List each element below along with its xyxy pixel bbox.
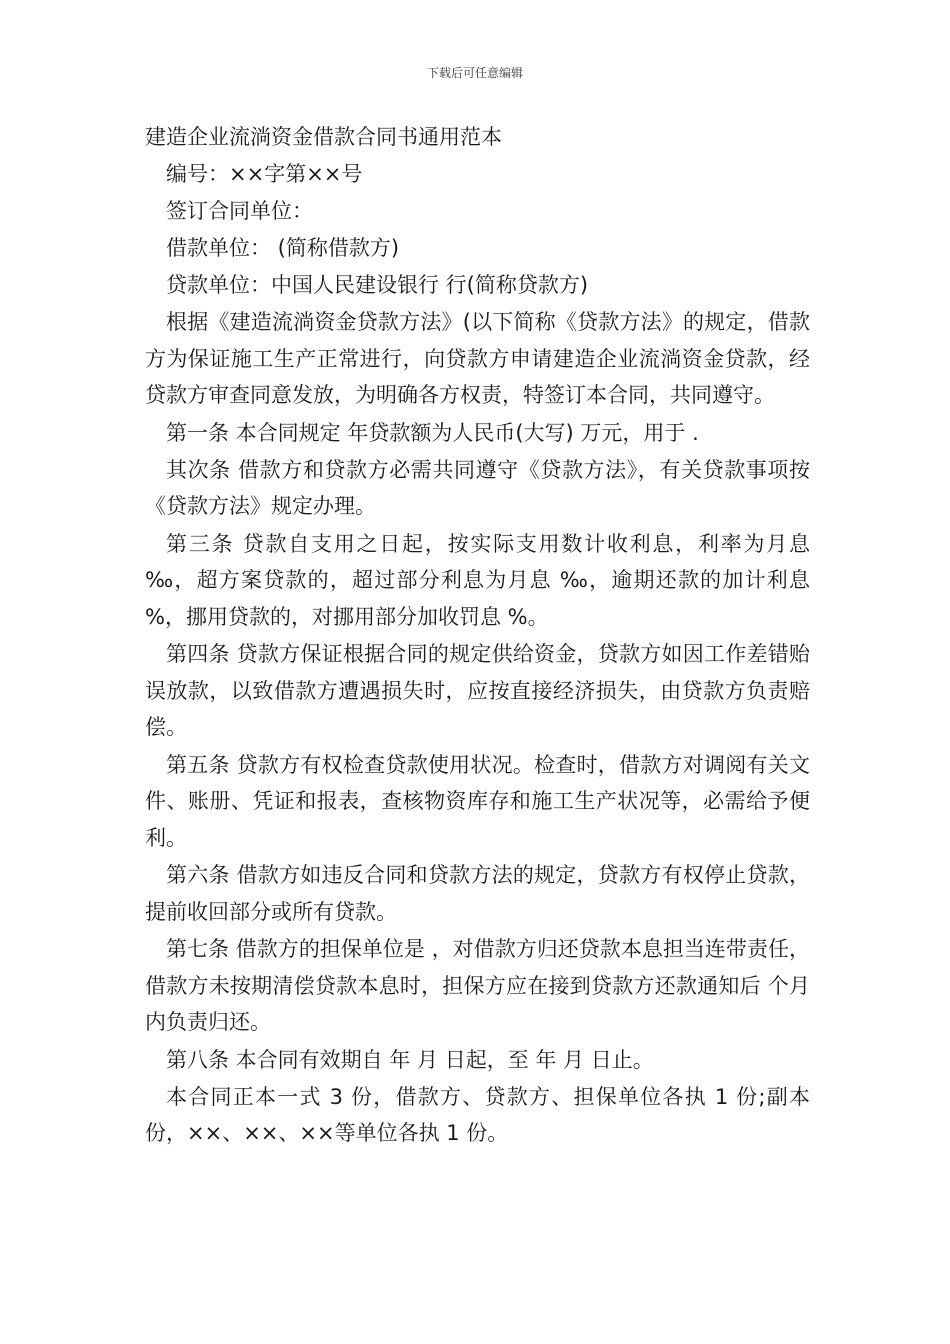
preamble-paragraph: 根据《建造流淌资金贷款方法》(以下简称《贷款方法》的规定，借款方为保证施工生产正常进行，向贷款方申请建造企业流淌资金贷款，经贷款方审查同意发放，为明确各方权责，特签订本合同，共同遵守。 (145, 310, 810, 407)
page-header-note: 下载后可任意编辑 (426, 66, 523, 80)
article-8: 第八条 本合同有效期自 年 月 日起，至 年 月 日止。 (166, 1047, 654, 1072)
borrower-line: 借款单位： (简称借款方) (166, 236, 400, 260)
signing-parties-label: 签订合同单位： (166, 199, 313, 223)
article-2: 其次条 借款方和贷款方必需共同遵守《贷款方法》，有关贷款事项按《贷款方法》规定办理。 (145, 457, 810, 518)
article-5: 第五条 贷款方有权检查贷款使用状况。检查时，借款方对调阅有关文件、账册、凭证和报表，查核物资库存和施工生产状况等，必需给予便利。 (145, 752, 810, 850)
document-body (145, 118, 810, 1153)
article-7: 第七条 借款方的担保单位是 ，对借款方归还贷款本息担当连带责任，借款方未按期清偿贷款本息时，担保方应在接到贷款方还款通知后 个月内负责归还。 (145, 937, 810, 1034)
contract-number: 编号：××字第××号 (166, 162, 363, 186)
copies-paragraph: 本合同正本一式 3 份，借款方、贷款方、担保单位各执 1 份;副本 份，××、××、××等单位各执 1 份。 (145, 1084, 810, 1145)
article-3: 第三条 贷款自支用之日起，按实际支用数计收利息，利率为月息 ‰，超方案贷款的，超过部分利息为月息 ‰，逾期还款的加计利息 %，挪用贷款的，对挪用部分加收罚息 %。 (145, 531, 810, 629)
lender-line: 贷款单位：中国人民建设银行 行(简称贷款方) (166, 273, 589, 297)
article-6: 第六条 借款方如违反合同和贷款方法的规定，贷款方有权停止贷款，提前收回部分或所有贷款。 (145, 863, 810, 924)
article-4: 第四条 贷款方保证根据合同的规定供给资金，贷款方如因工作差错贻误放款，以致借款方遭遇损失时，应按直接经济损失，由贷款方负责赔偿。 (145, 642, 810, 739)
article-1: 第一条 本合同规定 年贷款额为人民币(大写) 万元，用于 . (166, 420, 699, 445)
document-title: 建造企业流淌资金借款合同书通用范本 (145, 125, 502, 149)
